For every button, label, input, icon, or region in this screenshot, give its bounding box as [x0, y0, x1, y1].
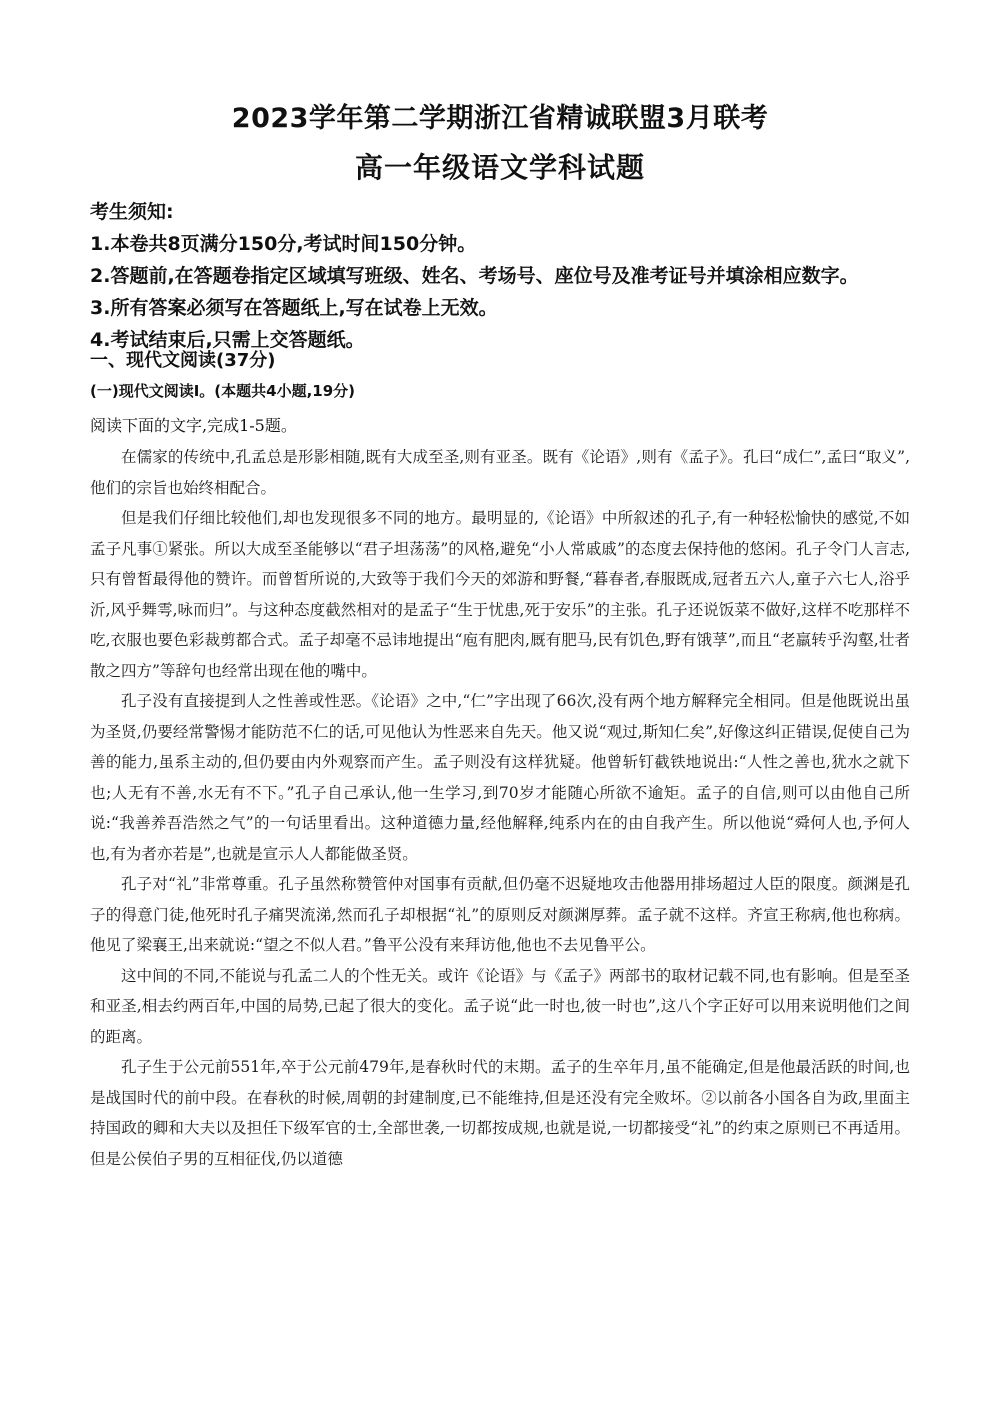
notice-item: 3.所有答案必须写在答题纸上,写在试卷上无效。 — [90, 297, 498, 319]
candidate-notice — [90, 196, 920, 356]
notice-item: 4.考试结束后,只需上交答题纸。 — [90, 329, 365, 351]
passage-paragraph: 在儒家的传统中,孔孟总是形影相随,既有大成至圣,则有亚圣。既有《论语》,则有《孟子》。孔曰“成仁”,孟曰“取义”,他们的宗旨也始终相配合。 — [90, 448, 910, 497]
section-heading: 一、现代文阅读(37分) — [90, 350, 276, 371]
passage-paragraph: 但是我们仔细比较他们,却也发现很多不同的地方。最明显的,《论语》中所叙述的孔子,有一种轻松愉快的感觉,不如孟子凡事①紧张。所以大成至圣能够以“君子坦荡荡”的风格,避免“小人常戚戚”的态度去保持他的悠闲。孔子令门人言志,只有曾皙最得他的赞许。而曾皙所说的,大致等于我们今天的郊游和野餐,“暮春者,春服既成,冠者五六人,童子六七人,浴乎沂,风乎舞雩,咏而归”。与这种态度截然相对的是孟子“生于忧患,死于安乐”的主张。孔子还说饭菜不做好,这样不吃那样不吃,衣服也要色彩裁剪都合式。孟子却毫不忌讳地提出“庖有肥肉,厩有肥马,民有饥色,野有饿莩”,而且“老羸转乎沟壑,壮者散之四方”等辞句也经常出现在他的嘴中。 — [90, 509, 910, 680]
passage-paragraph: 孔子对“礼”非常尊重。孔子虽然称赞管仲对国事有贡献,但仍毫不迟疑地攻击他器用排场超过人臣的限度。颜渊是孔子的得意门徒,他死时孔子痛哭流涕,然而孔子却根据“礼”的原则反对颜渊厚葬。孟子就不这样。齐宣王称病,他也称病。他见了梁襄王,出来就说:“望之不似人君。”鲁平公没有来拜访他,他也不去见鲁平公。 — [90, 875, 910, 954]
notice-item: 2.答题前,在答题卷指定区域填写班级、姓名、考场号、座位号及准考证号并填涂相应数字。 — [90, 265, 859, 287]
reading-passage — [90, 442, 910, 1174]
notice-item: 1.本卷共8页满分150分,考试时间150分钟。 — [90, 233, 477, 255]
exam-title: 2023学年第二学期浙江省精诚联盟3月联考 — [231, 103, 769, 134]
exam-subtitle: 高一年级语文学科试题 — [354, 151, 645, 184]
passage-paragraph: 这中间的不同,不能说与孔孟二人的个性无关。或许《论语》与《孟子》两部书的取材记载不同,也有影响。但是至圣和亚圣,相去约两百年,中国的局势,已起了很大的变化。孟子说“此一时也,彼一时也”,这八个字正好可以用来说明他们之间的距离。 — [90, 966, 910, 1046]
passage-paragraph: 孔子生于公元前551年,卒于公元前479年,是春秋时代的末期。孟子的生卒年月,虽不能确定,但是他最活跃的时间,也是战国时代的前中段。在春秋的时候,周朝的封建制度,已不能维持,但是还没有完全败坏。②以前各小国各自为政,里面主持国政的卿和大夫以及担任下级军官的士,全部世袭,一切都按成规,也就是说,一切都接受“礼”的约束之原则已不再适用。但是公侯伯子男的互相征伐,仍以道德 — [90, 1058, 910, 1168]
subsection-heading: (一)现代文阅读I。(本题共4小题,19分) — [90, 382, 356, 400]
notice-heading: 考生须知: — [90, 201, 174, 223]
passage-paragraph: 孔子没有直接提到人之性善或性恶。《论语》之中,“仁”字出现了66次,没有两个地方解释完全相同。但是他既说出虽为圣贤,仍要经常警惕才能防范不仁的话,可见他认为性恶来自先天。他又说“观过,斯知仁矣”,好像这纠正错误,促使自己为善的能力,虽系主动的,但仍要由内外观察而产生。孟子则没有这样犹疑。他曾斩钉截铁地说出:“人性之善也,犹水之就下也;人无有不善,水无有不下。”孔子自己承认,他一生学习,到70岁才能随心所欲不逾矩。孟子的自信,则可以由他自己所说:“我善养吾浩然之气”的一句话里看出。这种道德力量,经他解释,纯系内在的由自我产生。所以他说“舜何人也,予何人也,有为者亦若是”,也就是宣示人人都能做圣贤。 — [90, 692, 910, 863]
reading-instruction: 阅读下面的文字,完成1-5题。 — [90, 416, 297, 435]
